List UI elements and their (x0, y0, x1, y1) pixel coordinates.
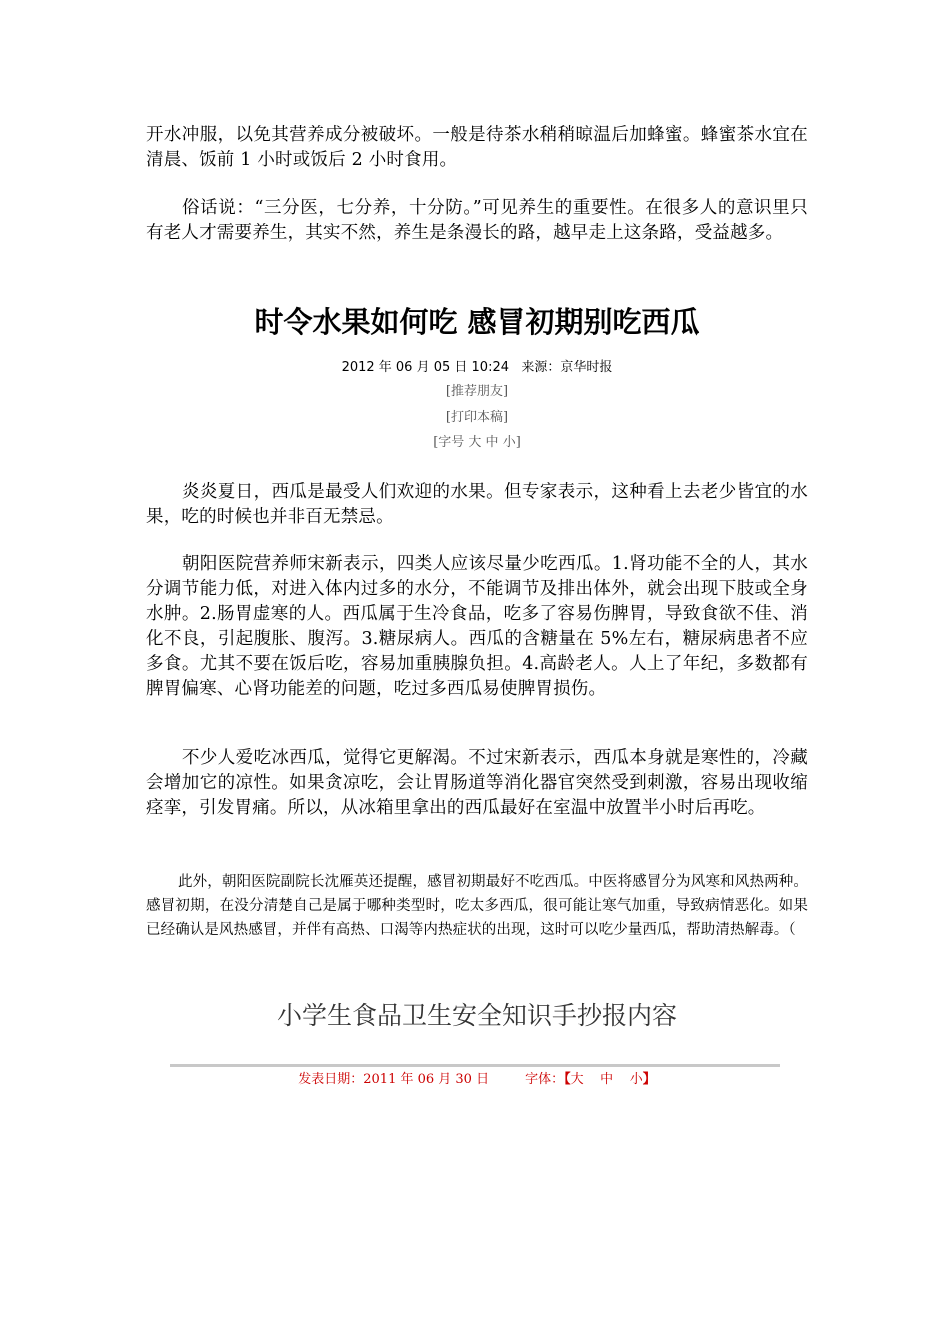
print-article-link[interactable]: [打印本稿] (445, 410, 509, 425)
body-paragraph: 此外，朝阳医院副院长沈雁英还提醒，感冒初期最好不吃西瓜。中医将感冒分为风寒和风热两种。感冒初期，在没分清楚自己是属于哪种类型时，吃太多西瓜，很可能让寒气加重，导致病情恶化。如果已经确认是风热感冒，并伴有高热、口渴等内热症状的出现，这时可以吃少量西瓜，帮助清热解毒。（ (146, 874, 808, 938)
print-article-row (146, 408, 808, 428)
article-meta (146, 358, 808, 378)
body-paragraph: 不少人爱吃冰西瓜，觉得它更解渴。不过宋新表示，西瓜本身就是寒性的，冷藏会增加它的凉性。如果贪凉吃，会让胃肠道等消化器官突然受到刺激，容易出现收缩痉挛，引发胃痛。所以，从冰箱里拿出的西瓜最好在室温中放置半小时后再吃。 (146, 748, 808, 818)
recommend-friend-link[interactable]: [推荐朋友] (445, 384, 509, 399)
font-size-large-link[interactable]: 大 (570, 1072, 584, 1087)
body-paragraph: 俗话说：“三分医，七分养，十分防。”可见养生的重要性。在很多人的意识里只有老人才需要养生，其实不然，养生是条漫长的路，越早走上这条路，受益越多。 (146, 198, 808, 243)
font-size-row (146, 433, 808, 453)
body-paragraph: 朝阳医院营养师宋新表示，四类人应该尽量少吃西瓜。1.肾功能不全的人，其水分调节能力低，对进入体内过多的水分，不能调节及排出体外，就会出现下肢或全身水肿。2.肠胃虚寒的人。西瓜属于生冷食品，吃多了容易伤脾胃，导致食欲不佳、消化不良，引起腹胀、腹泻。3.糖尿病人。西瓜的含糖量在 5%左右，糖尿病患者不应多食。尤其不要在饭后吃，容易加重胰腺负担。4.高龄老人。人上了年纪，多数都有脾胃偏寒、心肾功能差的问题，吃过多西瓜易使脾胃损伤。 (146, 554, 808, 699)
article-date: 2012 年 06 月 05 日 10:24 (341, 360, 509, 375)
font-label: 字体： (525, 1072, 565, 1087)
bracket-open: 【 (564, 1072, 571, 1087)
article-title: 时令水果如何吃 感冒初期别吃西瓜 (254, 305, 700, 339)
section-title: 小学生食品卫生安全知识手抄报内容 (276, 1001, 677, 1030)
font-size-small-link[interactable]: 小 (629, 1072, 643, 1087)
publish-info (146, 1070, 808, 1090)
divider (170, 1064, 780, 1067)
font-size-link[interactable]: [字号 大 中 小] (433, 435, 521, 450)
article-source: 来源：京华时报 (521, 360, 613, 375)
recommend-friend-row (146, 382, 808, 402)
font-size-medium-link[interactable]: 中 (600, 1072, 614, 1087)
body-paragraph: 炎炎夏日，西瓜是最受人们欢迎的水果。但专家表示，这种看上去老少皆宜的水果，吃的时候也并非百无禁忌。 (146, 482, 808, 527)
body-paragraph: 开水冲服，以免其营养成分被破坏。一般是待茶水稍稍晾温后加蜂蜜。蜂蜜茶水宜在清晨、饭前 1 小时或饭后 2 小时食用。 (146, 125, 808, 170)
publish-date: 发表日期：2011 年 06 月 30 日 (298, 1072, 490, 1087)
bracket-close: 】 (642, 1072, 656, 1087)
